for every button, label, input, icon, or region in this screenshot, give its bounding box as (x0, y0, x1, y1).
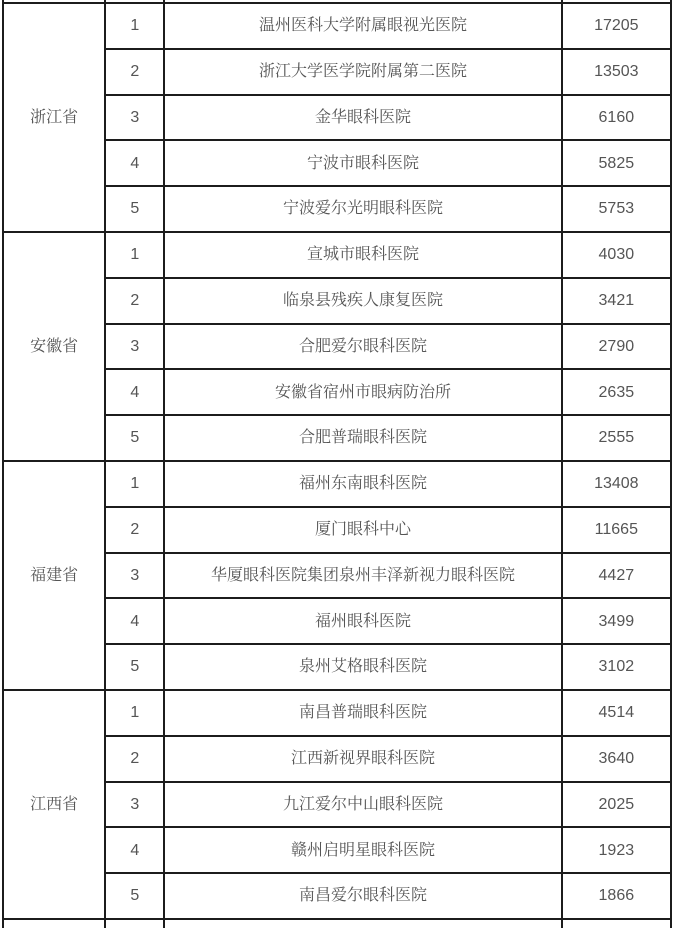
value-cell: 2635 (563, 370, 672, 416)
value-cell: 17205 (563, 4, 672, 50)
table-row (2, 462, 672, 508)
hospital-name-cell: 华厦眼科医院集团泉州丰泽新视力眼科医院 (165, 554, 562, 600)
hospital-name-cell (165, 920, 562, 928)
hospital-ranking-table (2, 0, 672, 928)
rank-cell: 3 (106, 325, 165, 371)
province-cell: 安徽省 (2, 233, 106, 462)
table-row (2, 4, 672, 50)
rank-cell (106, 920, 165, 928)
hospital-name-cell: 宁波市眼科医院 (165, 141, 562, 187)
value-cell: 13503 (563, 50, 672, 96)
hospital-name-cell: 福州眼科医院 (165, 599, 562, 645)
hospital-name-cell: 合肥普瑞眼科医院 (165, 416, 562, 462)
hospital-name-cell: 九江爱尔中山眼科医院 (165, 783, 562, 829)
rank-cell: 3 (106, 783, 165, 829)
cropped-row-bottom-body (2, 920, 672, 928)
value-cell: 5825 (563, 141, 672, 187)
table-row (2, 691, 672, 737)
hospital-name-cell: 安徽省宿州市眼病防治所 (165, 370, 562, 416)
hospital-name-cell: 宣城市眼科医院 (165, 233, 562, 279)
value-cell: 4427 (563, 554, 672, 600)
table-row (2, 233, 672, 279)
value-cell: 5753 (563, 187, 672, 233)
rank-cell: 5 (106, 874, 165, 920)
rank-cell: 5 (106, 645, 165, 691)
hospital-name-cell: 合肥爱尔眼科医院 (165, 325, 562, 371)
value-cell: 1866 (563, 874, 672, 920)
rank-cell: 2 (106, 737, 165, 783)
hospital-name-cell: 泉州艾格眼科医院 (165, 645, 562, 691)
hospital-name-cell: 浙江大学医学院附属第二医院 (165, 50, 562, 96)
value-cell: 11665 (563, 508, 672, 554)
rank-cell: 4 (106, 370, 165, 416)
rank-cell: 2 (106, 50, 165, 96)
rank-cell: 2 (106, 279, 165, 325)
hospital-name-cell: 金华眼科医院 (165, 96, 562, 142)
province-cell: 浙江省 (2, 4, 106, 233)
province-cell (2, 920, 106, 928)
rank-cell: 1 (106, 233, 165, 279)
hospital-name-cell: 临泉县残疾人康复医院 (165, 279, 562, 325)
value-cell: 2790 (563, 325, 672, 371)
rank-cell: 5 (106, 416, 165, 462)
rank-cell: 3 (106, 554, 165, 600)
value-cell: 3499 (563, 599, 672, 645)
value-cell: 3421 (563, 279, 672, 325)
value-cell: 3102 (563, 645, 672, 691)
hospital-name-cell: 宁波爱尔光明眼科医院 (165, 187, 562, 233)
rank-cell: 5 (106, 187, 165, 233)
hospital-table-body (2, 4, 672, 920)
hospital-name-cell: 赣州启明星眼科医院 (165, 828, 562, 874)
value-cell: 4514 (563, 691, 672, 737)
hospital-name-cell: 南昌普瑞眼科医院 (165, 691, 562, 737)
hospital-name-cell: 南昌爱尔眼科医院 (165, 874, 562, 920)
rank-cell: 4 (106, 828, 165, 874)
rank-cell: 1 (106, 691, 165, 737)
value-cell: 1923 (563, 828, 672, 874)
hospital-name-cell: 福州东南眼科医院 (165, 462, 562, 508)
value-cell: 4030 (563, 233, 672, 279)
rank-cell: 4 (106, 599, 165, 645)
rank-cell: 1 (106, 4, 165, 50)
rank-cell: 4 (106, 141, 165, 187)
value-cell: 3640 (563, 737, 672, 783)
hospital-name-cell: 温州医科大学附属眼视光医院 (165, 4, 562, 50)
value-cell: 6160 (563, 96, 672, 142)
rank-cell: 1 (106, 462, 165, 508)
province-cell: 福建省 (2, 462, 106, 691)
rank-cell: 2 (106, 508, 165, 554)
value-cell: 13408 (563, 462, 672, 508)
hospital-name-cell: 江西新视界眼科医院 (165, 737, 562, 783)
cropped-row-bottom (2, 920, 672, 928)
rank-cell: 3 (106, 96, 165, 142)
hospital-name-cell: 厦门眼科中心 (165, 508, 562, 554)
value-cell: 2555 (563, 416, 672, 462)
province-cell: 江西省 (2, 691, 106, 920)
value-cell: 2025 (563, 783, 672, 829)
value-cell (563, 920, 672, 928)
